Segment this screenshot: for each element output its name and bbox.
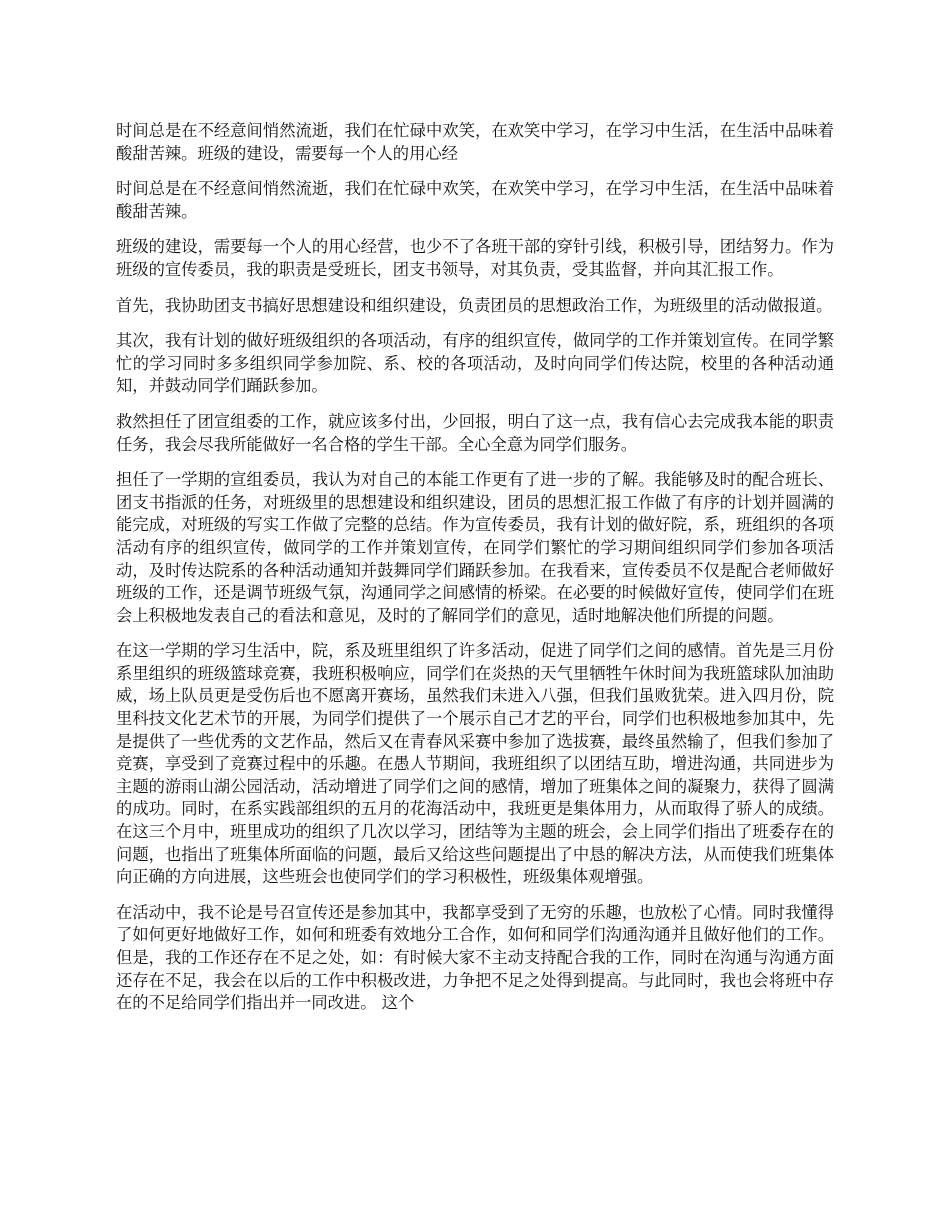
document-body xyxy=(116,120,834,1028)
paragraph-semester-review: 担任了一学期的宣组委员，我认为对自己的本能工作更有了进一步的了解。我能够及时的配合班长、团支书指派的任务，对班级里的思想建设和组织建设，团员的思想汇报工作做了有序的计划并圆满的能完成，对班级的写实工作做了完整的总结。作为宣传委员，我有计划的做好院，系，班组织的各项活动有序的组织宣传，做同学的工作并策划宣传，在同学们繁忙的学习期间组织同学们参加各项活动，及时传达院系的各种活动通知并鼓舞同学们踊跃参加。在我看来，宣传委员不仅是配合老师做好班级的工作，还是调节班级气氛，沟通同学之间感情的桥梁。在必要的时候做好宣传，使同学们在班会上积极地发表自己的看法和意见，及时的了解同学们的意见，适时地解决他们所提的问题。 xyxy=(116,470,834,625)
paragraph-commitment: 救然担任了团宣组委的工作，就应该多付出，少回报，明白了这一点，我有信心去完成我本能的职责任务，我会尽我所能做好一名合格的学生干部。全心全意为同学们服务。 xyxy=(116,411,834,454)
paragraph-second: 其次，我有计划的做好班级组织的各项活动，有序的组织宣传，做同学的工作并策划宣传。在同学繁忙的学习同时多多组织同学参加院、系、校的各项活动，及时向同学们传达院，校里的各种活动通知，并鼓动同学们踊跃参加。 xyxy=(116,331,834,396)
paragraph-opening: 时间总是在不经意间悄然流逝，我们在忙碌中欢笑，在欢笑中学习，在学习中生活，在生活中品味着酸甜苦辣。 xyxy=(116,179,834,221)
paragraph-first: 首先，我协助团支书搞好思想建设和组织建设，负责团员的思想政治工作，为班级里的活动做报道。 xyxy=(116,295,833,315)
paragraph-class-building: 班级的建设，需要每一个人的用心经营，也少不了各班干部的穿针引线，积极引导，团结努力。作为班级的宣传委员，我的职责是受班长，团支书领导，对其负责，受其监督，并向其汇报工作。 xyxy=(116,237,834,279)
paragraph-intro-fragment: 时间总是在不经意间悄然流逝，我们在忙碌中欢笑，在欢笑中学习，在学习中生活，在生活中品味着酸甜苦辣。班级的建设，需要每一个人的用心经 xyxy=(116,121,834,163)
paragraph-reflection: 在活动中，我不论是号召宣传还是参加其中，我都享受到了无穷的乐趣，也放松了心情。同时我懂得了如何更好地做好工作，如何和班委有效地分工合作，如何和同学们沟通沟通并且做好他们的工作。但是，我的工作还存在不足之处，如：有时候大家不主动支持配合我的工作，同时在沟通与沟通方面还存在不足，我会在以后的工作中积极改进，力争把不足之处得到提高。与此同时，我也会将班中存在的不足给同学们指出并一同改进。 这个 xyxy=(116,902,834,1013)
paragraph-activities: 在这一学期的学习生活中，院，系及班里组织了许多活动，促进了同学们之间的感情。首先是三月份系里组织的班级篮球竞赛，我班积极响应，同学们在炎热的天气里牺牲午休时间为我班篮球队加油助威，场上队员更是受伤后也不愿离开赛场，虽然我们未进入八强，但我们虽败犹荣。进入四月份，院里科技文化艺术节的开展，为同学们提供了一个展示自己才艺的平台，同学们也积极地参加其中，先是提供了一些优秀的文艺作品，然后又在青春风采赛中参加了选拔赛，最终虽然输了，但我们参加了竞赛，享受到了竞赛过程中的乐趣。在愚人节期间，我班组织了以团结互助，增进沟通，共同进步为主题的游雨山湖公园活动，活动增进了同学们之间的感情，增加了班集体之间的凝聚力，获得了圆满的成功。同时，在系实践部组织的五月的花海活动中，我班更是集体用力，从而取得了骄人的成绩。在这三个月中，班里成功的组织了几次以学习，团结等为主题的班会，会上同学们指出了班委存在的问题，也指出了班集体所面临的问题，最后又给这些问题提出了中恳的解决方法，从而使我们班集体向正确的方向进展，这些班会也使同学们的学习积极性，班级集体观增强。 xyxy=(116,641,834,887)
